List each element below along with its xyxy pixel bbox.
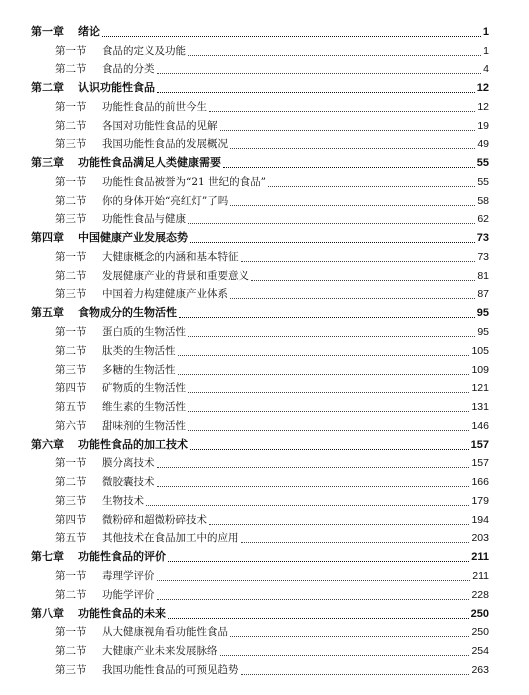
toc-entry-page: 12 [476,82,489,95]
toc-entry-title: 你的身体开始“亮红灯”了吗 [102,194,229,207]
toc-section-row[interactable] [0,359,529,378]
toc-entry-heading [55,457,155,469]
toc-entry-page: 166 [471,476,489,489]
toc-entry-number: 第一节 [55,250,87,263]
toc-section-row[interactable] [0,490,529,509]
toc-entry-page: 81 [477,269,489,282]
toc-section-row[interactable] [0,453,529,472]
toc-entry-number: 第二节 [55,476,87,489]
toc-entry-page: 179 [471,494,489,507]
toc-entry-title: 各国对功能性食品的见解 [102,119,218,132]
toc-chapter-row[interactable] [0,77,529,96]
dot-leader [241,261,475,262]
toc-entry-number: 第二节 [55,645,87,658]
toc-entry-title: 食品的定义及功能 [102,44,186,57]
toc-entry-title: 绪论 [78,24,100,38]
dot-leader [157,599,469,600]
toc-entry-page: 49 [477,138,489,151]
dot-leader [188,336,475,337]
dot-leader [251,280,475,281]
toc-entry-title: 功能性食品的未来 [78,606,166,620]
toc-entry-page: 211 [471,551,489,564]
toc-entry-number: 第三节 [55,288,87,301]
toc-entry-heading [55,589,155,601]
toc-entry-heading [55,514,207,526]
toc-entry-heading [55,664,239,676]
toc-entry-heading [55,532,239,544]
dot-leader [168,618,469,619]
toc-entry-title: 功能性食品满足人类健康需要 [78,156,221,170]
toc-section-row[interactable] [0,340,529,359]
toc-entry-heading [55,364,176,376]
toc-entry-page: 131 [471,401,489,414]
toc-entry-page: 109 [471,363,489,376]
toc-entry-title: 肽类的生物活性 [102,344,176,357]
toc-entry-number: 第三节 [55,213,87,226]
toc-entry-heading [55,213,186,225]
toc-entry-title: 食品的分类 [102,63,155,76]
toc-entry-heading [55,251,239,263]
toc-entry-number: 第一章 [31,24,64,38]
dot-leader [188,55,481,56]
toc-entry-title: 维生素的生物活性 [102,401,186,414]
toc-entry-heading [31,307,177,319]
toc-entry-heading [55,420,186,432]
toc-entry-number: 第三节 [55,138,87,151]
toc-entry-heading [31,232,188,244]
toc-entry-page: 228 [471,588,489,601]
toc-entry-page: 157 [470,438,489,451]
toc-section-row[interactable] [0,659,529,678]
toc-entry-title: 蛋白质的生物活性 [102,326,186,339]
toc-entry-title: 功能性食品的前世今生 [102,100,207,113]
toc-entry-page: 157 [471,457,489,470]
toc-entry-heading [55,63,155,75]
dot-leader [230,205,475,206]
toc-entry-heading [55,382,186,394]
toc-entry-heading [55,326,186,338]
toc-entry-page: 263 [471,663,489,676]
toc-entry-number: 第一节 [55,569,87,582]
toc-section-row[interactable] [0,96,529,115]
dot-leader [178,374,469,375]
toc-entry-page: 62 [477,213,489,226]
toc-entry-number: 第五章 [31,306,64,320]
toc-entry-title: 我国功能性食品的发展概况 [102,138,228,151]
dot-leader [102,36,481,37]
toc-section-row[interactable] [0,134,529,153]
toc-entry-number: 第一节 [55,457,87,470]
toc-section-row[interactable] [0,246,529,265]
toc-section-row[interactable] [0,471,529,490]
toc-entry-heading [55,176,266,188]
toc-entry-page: 1 [483,44,489,57]
toc-section-row[interactable] [0,284,529,303]
toc-entry-number: 第二节 [55,269,87,282]
dot-leader [220,130,475,131]
toc-section-row[interactable] [0,115,529,134]
dot-leader [223,167,475,168]
toc-entry-title: 发展健康产业的背景和重要意义 [102,269,249,282]
toc-entry-heading [55,645,218,657]
toc-entry-page: 73 [477,250,489,263]
toc-entry-page: 105 [471,344,489,357]
toc-section-row[interactable] [0,415,529,434]
toc-entry-number: 第三节 [55,663,87,676]
toc-entry-page: 250 [471,626,489,639]
toc-entry-page: 211 [472,569,489,582]
toc-entry-heading [55,288,228,300]
toc-entry-title: 其他技术在食品加工中的应用 [102,532,239,545]
toc-entry-number: 第五节 [55,532,87,545]
dot-leader [157,467,469,468]
dot-leader [188,411,469,412]
toc-entry-title: 甜味剂的生物活性 [102,419,186,432]
toc-entry-title: 认识功能性食品 [78,81,155,95]
toc-entry-heading [55,120,218,132]
toc-entry-title: 功能性食品与健康 [102,213,186,226]
toc-entry-page: 73 [476,232,489,245]
toc-section-row[interactable] [0,509,529,528]
toc-section-row[interactable] [0,190,529,209]
dot-leader [188,430,469,431]
toc-chapter-row[interactable] [0,152,529,171]
toc-entry-number: 第四节 [55,513,87,526]
toc-entry-page: 250 [470,607,489,620]
toc-entry-title: 中国健康产业发展态势 [78,231,188,245]
toc-section-row[interactable] [0,640,529,659]
toc-section-row[interactable] [0,171,529,190]
toc-entry-page: 55 [477,175,489,188]
dot-leader [209,524,469,525]
dot-leader [220,655,469,656]
toc-entry-title: 膜分离技术 [102,457,155,470]
toc-entry-number: 第四章 [31,231,64,245]
toc-chapter-row[interactable] [0,546,529,565]
toc-entry-number: 第二章 [31,81,64,95]
toc-entry-title: 多糖的生物活性 [102,363,176,376]
dot-leader [230,636,469,637]
toc-entry-title: 生物技术 [102,494,144,507]
toc-entry-title: 功能学评价 [102,588,155,601]
toc-entry-title: 功能性食品的加工技术 [78,437,188,451]
toc-entry-number: 第一节 [55,175,87,188]
toc-entry-heading [55,45,186,57]
dot-leader [157,92,475,93]
toc-entry-heading [31,608,166,620]
toc-entry-heading [55,570,155,582]
toc-entry-number: 第三节 [55,363,87,376]
toc-entry-page: 58 [477,194,489,207]
toc-entry-number: 第四节 [55,382,87,395]
dot-leader [241,542,469,543]
toc-entry-title: 毒理学评价 [102,569,155,582]
toc-entry-heading [31,157,221,169]
dot-leader [230,298,475,299]
toc-entry-number: 第一节 [55,626,87,639]
toc-entry-page: 95 [477,326,489,339]
toc-chapter-row[interactable] [0,434,529,453]
toc-entry-title: 食物成分的生物活性 [78,306,177,320]
dot-leader [157,486,469,487]
toc-entry-number: 第一节 [55,100,87,113]
toc-entry-title: 功能性食品被誉为“21 世纪的食品” [102,175,266,188]
dot-leader [179,317,475,318]
dot-leader [230,148,475,149]
toc-entry-heading [31,551,166,563]
dot-leader [188,223,475,224]
toc-section-row[interactable] [0,378,529,397]
toc-entry-page: 95 [476,307,489,320]
toc-entry-number: 第二节 [55,588,87,601]
toc-entry-number: 第六章 [31,437,64,451]
toc-entry-title: 矿物质的生物活性 [102,382,186,395]
toc-entry-number: 第一节 [55,326,87,339]
toc-chapter-row[interactable] [0,227,529,246]
toc-entry-number: 第二节 [55,194,87,207]
dot-leader [188,392,469,393]
toc-entry-title: 功能性食品的评价 [78,550,166,564]
toc-entry-number: 第二节 [55,119,87,132]
toc-entry-page: 12 [477,100,489,113]
toc-section-row[interactable] [0,584,529,603]
toc-entry-heading [55,270,249,282]
dot-leader [146,505,469,506]
toc-entry-page: 55 [476,157,489,170]
toc-entry-page: 121 [471,382,489,395]
toc-section-row[interactable] [0,396,529,415]
toc-entry-heading [55,401,186,413]
toc-entry-page: 146 [471,419,489,432]
toc-entry-page: 254 [471,645,489,658]
dot-leader [178,355,469,356]
toc-entry-title: 我国功能性食品的可预见趋势 [102,663,239,676]
toc-entry-page: 87 [477,288,489,301]
toc-entry-number: 第六节 [55,419,87,432]
toc-section-row[interactable] [0,321,529,340]
dot-leader [241,674,469,675]
toc-chapter-row[interactable] [0,21,529,40]
toc-entry-heading [55,138,228,150]
toc-entry-heading [55,626,228,638]
toc-section-row[interactable] [0,622,529,641]
dot-leader [268,186,475,187]
toc-entry-number: 第三章 [31,156,64,170]
toc-section-row[interactable] [0,565,529,584]
toc-chapter-row[interactable] [0,603,529,622]
toc-entry-number: 第二节 [55,344,87,357]
toc-entry-page: 4 [483,63,489,76]
dot-leader [157,580,470,581]
toc-entry-number: 第二节 [55,63,87,76]
dot-leader [209,111,475,112]
dot-leader [190,242,475,243]
toc-entry-heading [55,101,207,113]
toc-entry-title: 微粉碎和超微粉碎技术 [102,513,207,526]
toc-entry-page: 1 [482,25,489,38]
toc-section-row[interactable] [0,209,529,228]
toc-entry-heading [31,439,188,451]
toc-entry-page: 194 [471,513,489,526]
toc-entry-title: 从大健康视角看功能性食品 [102,626,228,639]
dot-leader [157,73,481,74]
toc-entry-title: 微胶囊技术 [102,476,155,489]
dot-leader [168,561,469,562]
dot-leader [190,449,469,450]
toc-entry-number: 第八章 [31,606,64,620]
toc-entry-title: 中国着力构建健康产业体系 [102,288,228,301]
toc-entry-page: 19 [477,119,489,132]
toc-entry-heading [55,476,155,488]
toc-entry-number: 第一节 [55,44,87,57]
toc-entry-heading [31,26,100,38]
toc-entry-heading [55,195,228,207]
toc-section-row[interactable] [0,528,529,547]
toc-entry-number: 第五节 [55,401,87,414]
toc-entry-heading [31,82,155,94]
toc-chapter-row[interactable] [0,302,529,321]
toc-entry-number: 第三节 [55,494,87,507]
toc-section-row[interactable] [0,40,529,59]
toc-entry-title: 大健康概念的内涵和基本特征 [102,250,239,263]
toc-entry-number: 第七章 [31,550,64,564]
toc-entry-page: 203 [471,532,489,545]
toc-entry-title: 大健康产业未来发展脉络 [102,645,218,658]
toc-section-row[interactable] [0,59,529,78]
toc-entry-heading [55,495,144,507]
toc-section-row[interactable] [0,265,529,284]
toc-entry-heading [55,345,176,357]
